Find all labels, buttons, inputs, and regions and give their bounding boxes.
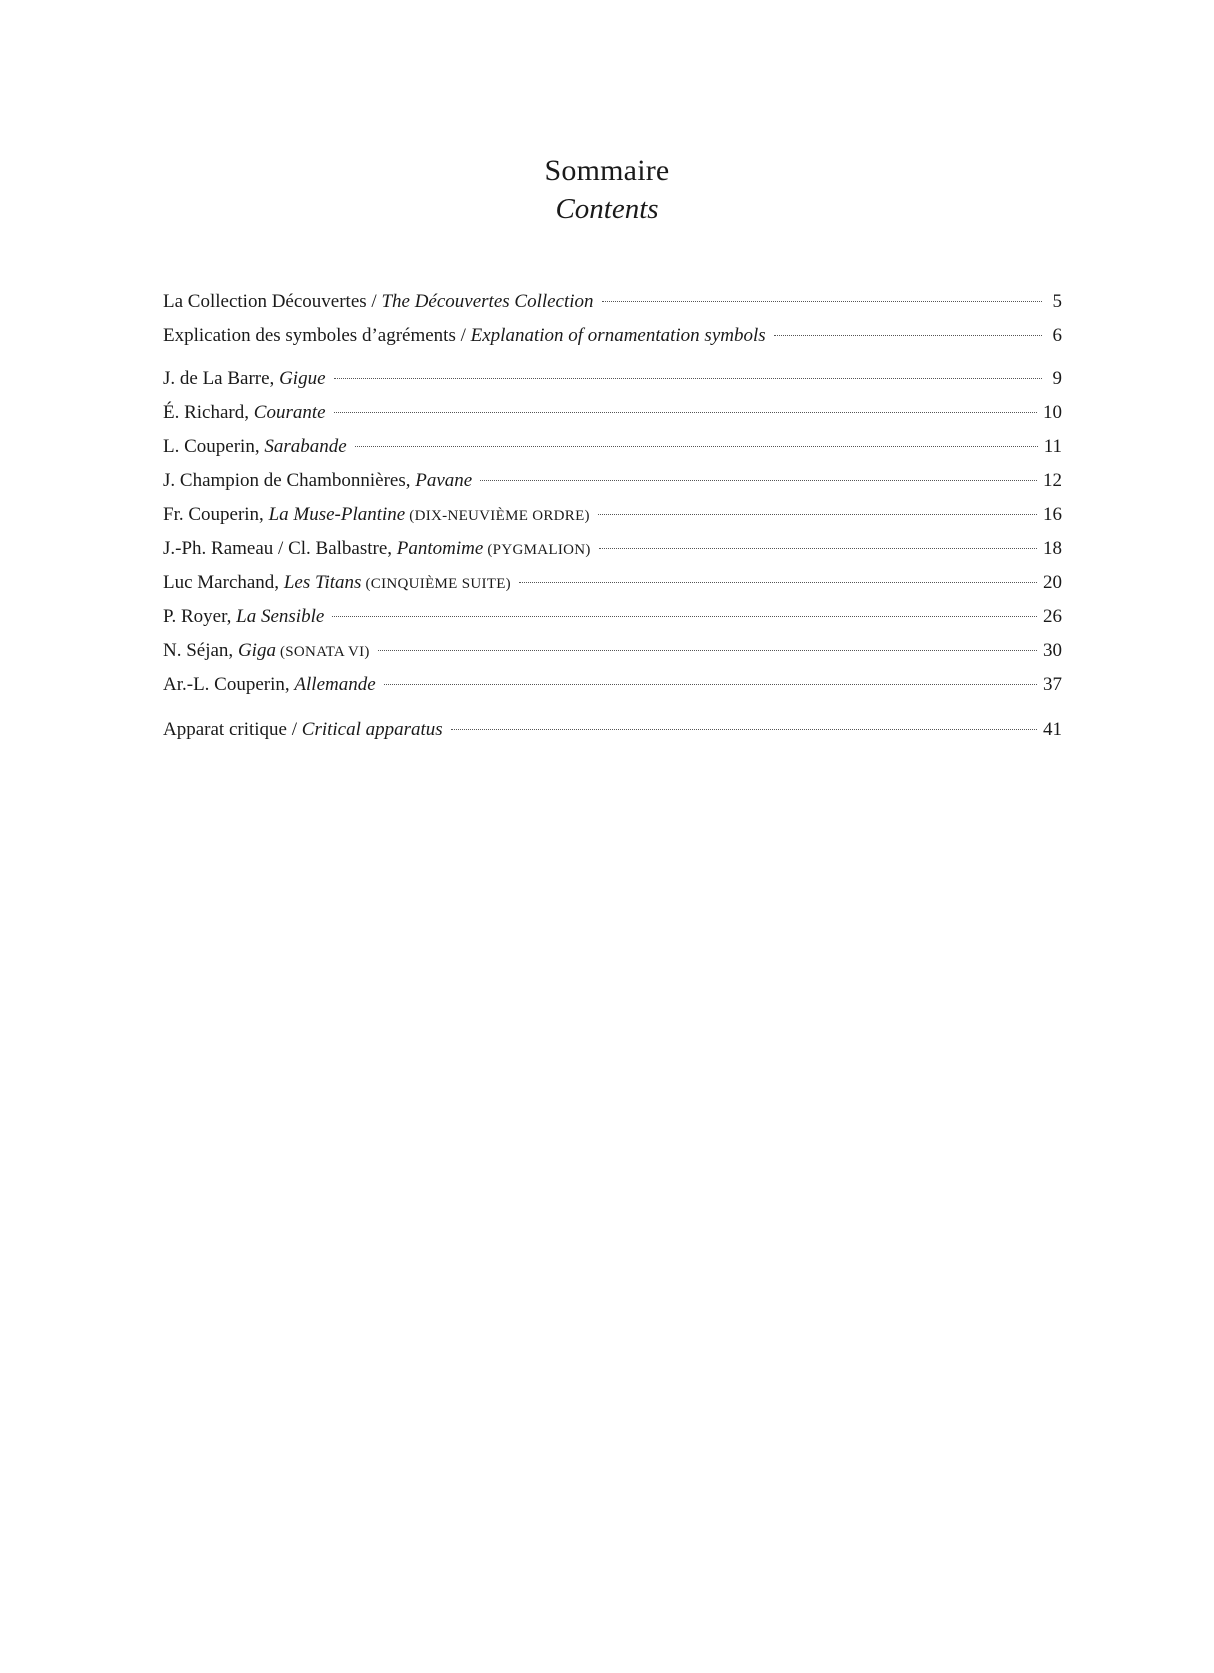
toc-entry-label [163, 717, 443, 744]
title-block [0, 152, 1214, 228]
toc-entry-author: La Collection Découvertes / [163, 291, 382, 312]
toc-entry-author: J. Champion de Chambonnières, [163, 470, 416, 491]
toc-entry-author: Apparat critique / [163, 719, 302, 740]
toc-page-number: 11 [1043, 436, 1062, 457]
toc-entry-title: Allemande [294, 674, 376, 695]
page-title: Sommaire [544, 154, 670, 187]
toc-page-number: 37 [1043, 674, 1062, 695]
dot-leader [480, 480, 1037, 481]
toc-page-number: 10 [1043, 402, 1062, 423]
toc-entry-label [163, 672, 376, 699]
toc-entry-author: Luc Marchand, [163, 572, 284, 593]
dot-leader [774, 335, 1042, 336]
toc-entry[interactable] [163, 570, 1062, 596]
toc-page-number: 5 [1052, 291, 1062, 312]
toc-entry-source: (CINQUIÈME SUITE) [361, 576, 511, 592]
toc-entry-author: Fr. Couperin, [163, 504, 269, 525]
toc-page-number: 26 [1043, 606, 1062, 627]
toc-page-number: 18 [1043, 538, 1062, 559]
toc-entry[interactable] [163, 672, 1062, 698]
toc-entry-author: L. Couperin, [163, 436, 265, 457]
toc-entry[interactable] [163, 717, 1062, 743]
toc-entry-title: Courante [253, 402, 326, 423]
toc-entry-title: Pantomime [396, 538, 484, 559]
toc-entry-label [163, 323, 766, 350]
toc-page-number: 20 [1043, 572, 1062, 593]
toc-entry-label [163, 638, 370, 665]
toc-entry-author: J. de La Barre, [163, 368, 280, 389]
dot-leader [599, 548, 1037, 549]
toc-entry-source: (SONATA VI) [275, 644, 370, 660]
toc-entry-author: N. Séjan, [163, 640, 238, 661]
toc-page-number: 41 [1043, 719, 1062, 740]
toc-entry-title: Sarabande [264, 436, 347, 457]
toc-entry[interactable] [163, 289, 1062, 315]
toc-entry[interactable] [163, 323, 1062, 349]
dot-leader [334, 412, 1037, 413]
toc-entry-title: Gigue [279, 368, 326, 389]
dot-leader [378, 650, 1037, 651]
page-subtitle: Contents [555, 193, 659, 225]
toc-entry-author: P. Royer, [163, 606, 237, 627]
toc-entry-title: La Muse-Plantine [268, 504, 406, 525]
toc-entry-source: (PYGMALION) [483, 542, 591, 558]
toc-page-number: 16 [1043, 504, 1062, 525]
toc-page-number: 6 [1052, 325, 1062, 346]
toc-entry-label [163, 536, 591, 563]
dot-leader [332, 616, 1037, 617]
toc-page-number: 12 [1043, 470, 1062, 491]
toc-entry-title: La Sensible [236, 606, 325, 627]
toc-entry[interactable] [163, 502, 1062, 528]
toc-entry-label [163, 400, 326, 427]
toc-entry-label [163, 502, 590, 529]
toc-entry-source: (DIX-NEUVIÈME ORDRE) [405, 508, 590, 524]
toc-entry-author: É. Richard, [163, 402, 254, 423]
toc-entry-author: Explication des symboles d’agréments / [163, 325, 471, 346]
toc-entry-label [163, 289, 594, 316]
toc-page-number: 9 [1052, 368, 1062, 389]
toc-entry[interactable] [163, 638, 1062, 664]
toc-entry-title: The Découvertes Collection [381, 291, 594, 312]
toc-entry-author: J.-Ph. Rameau / Cl. Balbastre, [163, 538, 397, 559]
toc-entry-title: Pavane [415, 470, 473, 491]
dot-leader [602, 301, 1042, 302]
toc-entry-label [163, 604, 324, 631]
toc-entry[interactable] [163, 400, 1062, 426]
toc-entry[interactable] [163, 468, 1062, 494]
dot-leader [598, 514, 1037, 515]
toc-entry-label [163, 366, 326, 393]
toc-entry-label [163, 570, 511, 597]
toc-entry[interactable] [163, 604, 1062, 630]
toc-page-number: 30 [1043, 640, 1062, 661]
dot-leader [334, 378, 1043, 379]
toc-entry-label [163, 468, 472, 495]
toc-entry[interactable] [163, 434, 1062, 460]
toc-entry-author: Ar.-L. Couperin, [163, 674, 295, 695]
dot-leader [355, 446, 1038, 447]
dot-leader [519, 582, 1037, 583]
dot-leader [384, 684, 1037, 685]
toc-entry[interactable] [163, 536, 1062, 562]
toc-entry-title: Les Titans [283, 572, 362, 593]
toc-entry-title: Explanation of ornamentation symbols [470, 325, 766, 346]
toc-entry-title: Critical apparatus [301, 719, 443, 740]
dot-leader [451, 729, 1037, 730]
toc-entry-title: Giga [237, 640, 276, 661]
toc-entry[interactable] [163, 366, 1062, 392]
toc-entry-label [163, 434, 347, 461]
